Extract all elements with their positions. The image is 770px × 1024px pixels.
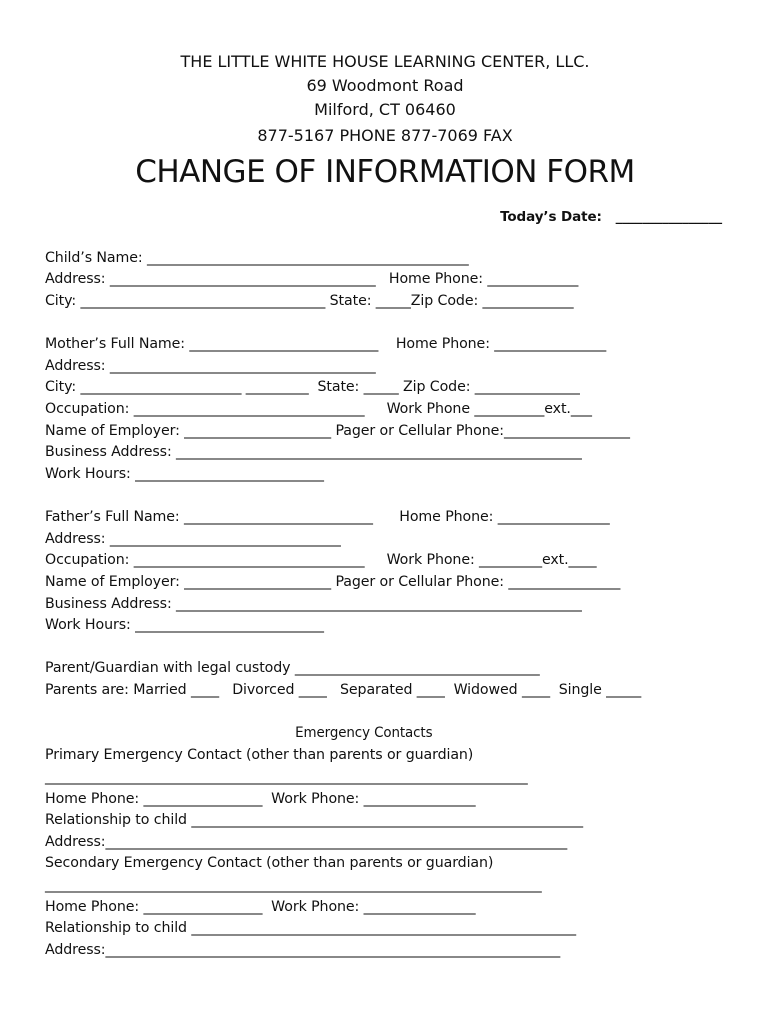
company-city: Milford, CT 06460: [314, 100, 456, 119]
father-address-field[interactable]: Address: _________________________________: [45, 531, 341, 547]
secondary-contact-phones-field[interactable]: Home Phone: _________________ Work Phone: ________________: [45, 899, 476, 915]
father-business-address-field[interactable]: Business Address: __________________________________________________________: [45, 596, 582, 612]
primary-contact-address-field[interactable]: Address:__________________________________________________________________: [45, 834, 568, 850]
form-title: CHANGE OF INFORMATION FORM: [135, 154, 635, 190]
father-occupation-field[interactable]: Occupation: _________________________________ Work Phone: _________ext.____: [45, 552, 597, 568]
mother-business-address-field[interactable]: Business Address: __________________________________________________________: [45, 444, 582, 460]
child-city-field[interactable]: City: ___________________________________ State: _____Zip Code: _____________: [45, 293, 574, 309]
mother-work-hours-field[interactable]: Work Hours: ___________________________: [45, 466, 324, 482]
child-name-field[interactable]: Child’s Name: ______________________________________________: [45, 250, 469, 266]
mother-address-field[interactable]: Address: ______________________________________: [45, 358, 376, 374]
primary-contact-label: Primary Emergency Contact (other than parents or guardian): [45, 747, 474, 763]
mother-occupation-field[interactable]: Occupation: _________________________________ Work Phone __________ext.___: [45, 401, 592, 417]
child-address-field[interactable]: Address: ______________________________________ Home Phone: _____________: [45, 271, 579, 287]
mother-employer-field[interactable]: Name of Employer: _____________________ Pager or Cellular Phone:__________________: [45, 423, 630, 439]
father-employer-field[interactable]: Name of Employer: _____________________ Pager or Cellular Phone: ________________: [45, 574, 621, 590]
secondary-contact-name-line[interactable]: _______________________________________________________________________: [45, 877, 542, 893]
father-work-hours-field[interactable]: Work Hours: ___________________________: [45, 617, 324, 633]
marital-status-field[interactable]: Parents are: Married ____ Divorced ____ Separated ____ Widowed ____ Single _____: [45, 682, 642, 698]
mother-city-field[interactable]: City: _______________________ _________ State: _____ Zip Code: _______________: [45, 379, 580, 395]
secondary-contact-address-field[interactable]: Address:_________________________________________________________________: [45, 942, 561, 958]
company-name: THE LITTLE WHITE HOUSE LEARNING CENTER, LLC.: [180, 52, 590, 71]
legal-custody-field[interactable]: Parent/Guardian with legal custody ___________________________________: [45, 660, 540, 676]
emergency-contacts-heading: Emergency Contacts: [295, 725, 433, 741]
todays-date-field[interactable]: Today’s Date: ________________: [500, 209, 722, 225]
secondary-contact-relationship-field[interactable]: Relationship to child _______________________________________________________: [45, 920, 577, 936]
primary-contact-name-line[interactable]: _____________________________________________________________________: [45, 769, 528, 785]
secondary-contact-label: Secondary Emergency Contact (other than parents or guardian): [45, 855, 494, 871]
father-name-field[interactable]: Father’s Full Name: ___________________________ Home Phone: ________________: [45, 509, 610, 525]
primary-contact-phones-field[interactable]: Home Phone: _________________ Work Phone: ________________: [45, 791, 476, 807]
mother-name-field[interactable]: Mother’s Full Name: ___________________________ Home Phone: ________________: [45, 336, 607, 352]
primary-contact-relationship-field[interactable]: Relationship to child ________________________________________________________: [45, 812, 583, 828]
company-phone-fax: 877-5167 PHONE 877-7069 FAX: [257, 126, 513, 145]
company-street: 69 Woodmont Road: [306, 76, 464, 95]
